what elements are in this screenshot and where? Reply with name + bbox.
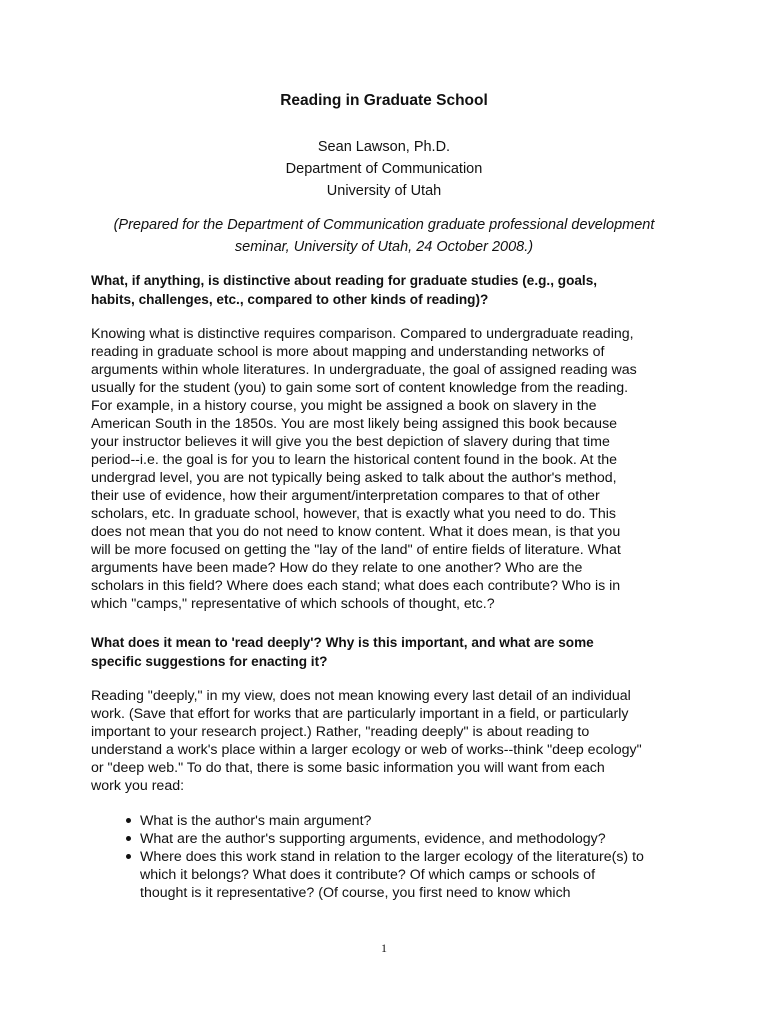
paragraph-line: will be more focused on getting the "lay of the land" of entire fields of literature. What xyxy=(91,542,621,558)
paragraph-line: usually for the student (you) to gain some sort of content knowledge from the reading. xyxy=(91,380,629,396)
list-item-text: What is the author's main argument? xyxy=(140,813,372,829)
paragraph-2 xyxy=(91,687,691,795)
paragraph-line: which "camps," representative of which schools of thought, etc.? xyxy=(91,596,495,612)
paragraph-line: understand a work's place within a larger ecology or web of works--think "deep ecology" xyxy=(91,742,642,758)
bullet-icon xyxy=(126,854,131,859)
heading-line: specific suggestions for enacting it? xyxy=(91,654,328,669)
list-item xyxy=(91,812,691,830)
bullet-icon xyxy=(126,836,131,841)
paragraph-line: period--i.e. the goal is for you to learn the historical content found in the book. At the xyxy=(91,452,618,468)
question-1-heading xyxy=(91,271,681,309)
paragraph-line: undergrad level, you are not typically being asked to talk about the author's method, xyxy=(91,470,617,486)
paragraph-line: For example, in a history course, you might be assigned a book on slavery in the xyxy=(91,398,597,414)
question-2-heading xyxy=(91,633,681,671)
paragraph-1 xyxy=(91,325,691,613)
paragraph-line: American South in the 1850s. You are most likely being assigned this book because xyxy=(91,416,618,432)
document-title: Reading in Graduate School xyxy=(280,92,488,109)
department-name: Department of Communication xyxy=(285,161,483,177)
list-item xyxy=(91,848,691,902)
list-item xyxy=(91,830,691,848)
paragraph-line: Knowing what is distinctive requires comparison. Compared to undergraduate reading, xyxy=(91,326,634,342)
paragraph-line: arguments within whole literatures. In undergraduate, the goal of assigned reading was xyxy=(91,362,637,378)
list-item-text: which it belongs? What does it contribute? Of which camps or schools of xyxy=(140,867,596,883)
paragraph-line: or "deep web." To do that, there is some basic information you will want from each xyxy=(91,760,605,776)
university-name: University of Utah xyxy=(326,183,442,199)
heading-line: habits, challenges, etc., compared to other kinds of reading)? xyxy=(91,292,489,307)
bullet-icon xyxy=(126,818,131,823)
paragraph-line: work. (Save that effort for works that are particularly important in a field, or particularly xyxy=(91,706,629,722)
paragraph-line: arguments have been made? How do they relate to one another? Who are the xyxy=(91,560,583,576)
paragraph-line: scholars in this field? Where does each stand; what does each contribute? Who is in xyxy=(91,578,621,594)
paragraph-line: Reading "deeply," in my view, does not mean knowing every last detail of an individual xyxy=(91,688,631,704)
list-item-text: Where does this work stand in relation to the larger ecology of the literature(s) to xyxy=(140,849,644,865)
list-item-text: thought is it representative? (Of course, you first need to know which xyxy=(140,885,571,901)
paragraph-line: work you read: xyxy=(91,778,185,794)
paragraph-line: their use of evidence, how their argument/interpretation compares to that of other xyxy=(91,488,600,504)
paragraph-line: does not mean that you do not need to know content. What it does mean, is that you xyxy=(91,524,621,540)
heading-line: What does it mean to 'read deeply'? Why is this important, and what are some xyxy=(91,635,594,650)
paragraph-line: scholars, etc. In graduate school, however, that is exactly what you need to do. This xyxy=(91,506,616,522)
paragraph-line: your instructor believes it will give you the best depiction of slavery during that time xyxy=(91,434,610,450)
list-item-text: What are the author's supporting arguments, evidence, and methodology? xyxy=(140,831,606,847)
prepared-line: (Prepared for the Department of Communication graduate professional development xyxy=(113,217,655,233)
prepared-line: seminar, University of Utah, 24 October 2008.) xyxy=(234,239,534,255)
paragraph-line: reading in graduate school is more about mapping and understanding networks of xyxy=(91,344,605,360)
heading-line: What, if anything, is distinctive about reading for graduate studies (e.g., goals, xyxy=(91,273,598,288)
question-list xyxy=(91,812,691,902)
author-name: Sean Lawson, Ph.D. xyxy=(317,139,451,155)
prepared-note xyxy=(90,214,678,258)
paragraph-line: important to your research project.) Rather, "reading deeply" is about reading to xyxy=(91,724,590,740)
page-number: 1 xyxy=(381,941,387,955)
